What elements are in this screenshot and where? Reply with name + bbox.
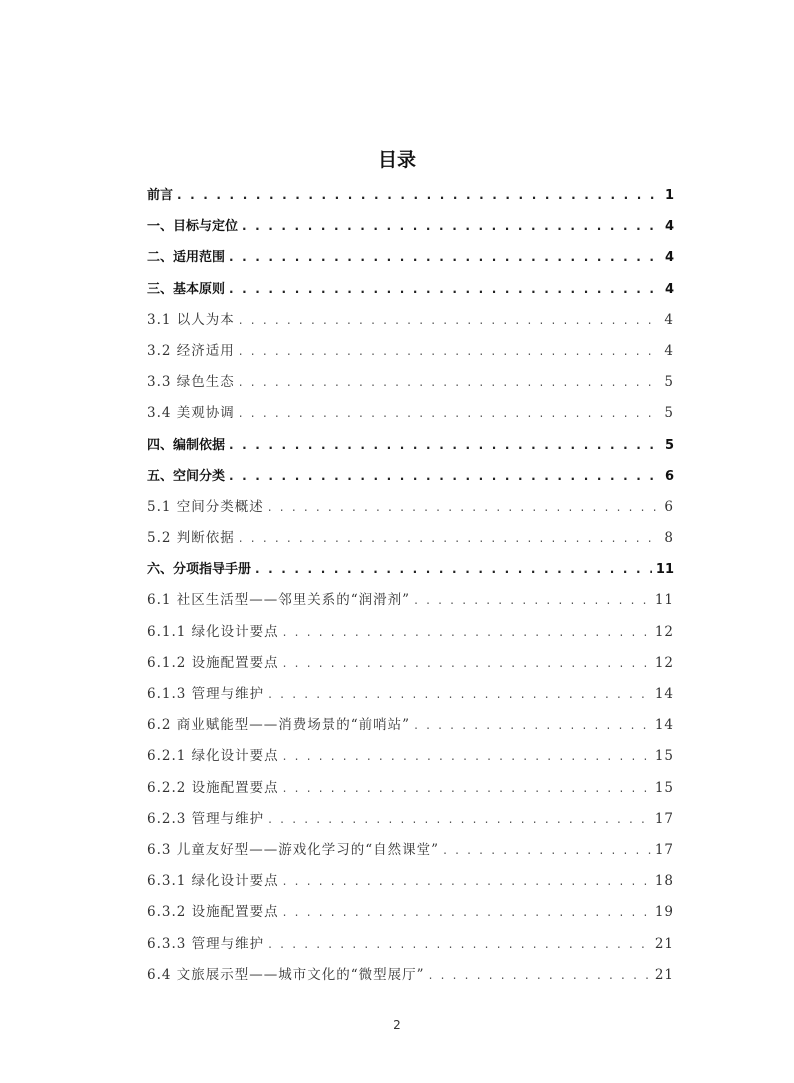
toc-entry-page: 14 xyxy=(654,686,674,702)
toc-entry[interactable] xyxy=(147,648,674,679)
toc-entry-page: 4 xyxy=(664,311,674,328)
toc-entry-page: 18 xyxy=(654,873,674,890)
toc-entry[interactable] xyxy=(147,367,674,398)
toc-entry-label: 二、适用范围 xyxy=(147,250,226,266)
toc-entry-page: 14 xyxy=(654,717,674,734)
toc-entry-label: 3.2 经济适用 xyxy=(147,342,235,359)
toc-entry-label: 六、分项指导手册 xyxy=(147,562,252,578)
toc-entry-page: 5 xyxy=(664,405,674,422)
toc-entry[interactable] xyxy=(147,679,674,710)
page-title: 目录 xyxy=(377,149,416,171)
toc-entry[interactable] xyxy=(147,492,674,523)
toc-entry-label: 6.1 社区生活型——邻里关系的“润滑剂” xyxy=(147,592,411,609)
toc-entry[interactable] xyxy=(147,897,674,928)
toc-entry-label: 6.4 文旅展示型——城市文化的“微型展厅” xyxy=(147,966,425,983)
toc-entry[interactable] xyxy=(147,835,674,866)
toc-dot-leader xyxy=(229,430,660,461)
toc-dot-leader xyxy=(268,679,651,710)
toc-entry-page: 12 xyxy=(654,654,674,671)
toc-entry[interactable] xyxy=(147,180,674,211)
toc-entry-label: 3.1 以人为本 xyxy=(147,311,235,328)
toc-entry-label: 6.2.3 管理与维护 xyxy=(147,810,265,827)
toc-entry[interactable] xyxy=(147,398,674,429)
toc-dot-leader xyxy=(283,741,651,772)
toc-entry-page: 17 xyxy=(654,810,674,827)
toc-dot-leader xyxy=(239,305,660,336)
toc-entry-page: 19 xyxy=(654,904,674,921)
toc-dot-leader xyxy=(429,960,651,991)
toc-entry[interactable] xyxy=(147,461,674,492)
toc-entry-label: 6.1.3 管理与维护 xyxy=(147,686,265,702)
toc-entry-page: 4 xyxy=(664,219,674,235)
toc-entry-page: 5 xyxy=(664,437,674,453)
toc-entry-page: 12 xyxy=(654,623,674,640)
toc-dot-leader xyxy=(268,804,651,835)
toc-entry-page: 4 xyxy=(664,342,674,359)
toc-entry[interactable] xyxy=(147,773,674,804)
toc-entry-page: 4 xyxy=(664,281,674,297)
toc-dot-leader xyxy=(177,180,660,211)
toc-entry-page: 11 xyxy=(655,562,674,578)
toc-entry-page: 1 xyxy=(664,188,674,203)
toc-entry-label: 五、空间分类 xyxy=(147,468,226,484)
toc-entry-page: 15 xyxy=(654,748,674,765)
page-number: 2 xyxy=(393,1018,401,1032)
toc-dot-leader xyxy=(242,211,660,242)
toc-entry-label: 6.3 儿童友好型——游戏化学习的“自然课堂” xyxy=(147,841,440,858)
toc-entry[interactable] xyxy=(147,710,674,741)
toc-dot-leader xyxy=(283,897,651,928)
toc-entry-page: 17 xyxy=(654,841,674,858)
toc-entry[interactable] xyxy=(147,305,674,336)
toc-entry[interactable] xyxy=(147,274,674,305)
toc-entry-page: 4 xyxy=(664,250,674,266)
toc-entry-label: 6.2.2 设施配置要点 xyxy=(147,779,279,796)
toc-entry-page: 5 xyxy=(664,374,674,391)
toc-entry-label: 前言 xyxy=(147,188,174,203)
toc-entry-page: 6 xyxy=(664,498,674,515)
toc-entry-label: 一、目标与定位 xyxy=(147,219,239,235)
toc-entry-page: 6 xyxy=(664,468,674,484)
toc-dot-leader xyxy=(239,398,660,429)
toc-entry-label: 6.1.2 设施配置要点 xyxy=(147,654,279,671)
toc-dot-leader xyxy=(283,773,651,804)
toc-entry-label: 三、基本原则 xyxy=(147,281,226,297)
toc-entry-page: 11 xyxy=(654,592,674,609)
toc-entry[interactable] xyxy=(147,617,674,648)
toc-dot-leader xyxy=(414,585,651,616)
toc-entry-label: 5.2 判断依据 xyxy=(147,530,235,547)
toc-entry-label: 6.3.2 设施配置要点 xyxy=(147,904,279,921)
toc-entry[interactable] xyxy=(147,804,674,835)
toc-entry-page: 8 xyxy=(664,530,674,547)
toc-dot-leader xyxy=(229,242,660,273)
toc-dot-leader xyxy=(229,274,660,305)
toc-entry-label: 5.1 空间分类概述 xyxy=(147,498,264,515)
toc-entry-label: 6.2.1 绿化设计要点 xyxy=(147,748,279,765)
toc-dot-leader xyxy=(229,461,660,492)
toc-dot-leader xyxy=(443,835,651,866)
toc-entry-label: 3.4 美观协调 xyxy=(147,405,235,422)
toc-dot-leader xyxy=(414,710,651,741)
toc-dot-leader xyxy=(283,617,651,648)
toc-dot-leader xyxy=(283,866,651,897)
toc-dot-leader xyxy=(239,523,660,554)
toc-dot-leader xyxy=(268,929,651,960)
toc-entry[interactable] xyxy=(147,430,674,461)
toc-dot-leader xyxy=(255,554,652,585)
toc-entry-label: 3.3 绿色生态 xyxy=(147,374,235,391)
toc-entry[interactable] xyxy=(147,211,674,242)
toc-dot-leader xyxy=(239,367,660,398)
toc-entry[interactable] xyxy=(147,554,674,585)
toc-entry[interactable] xyxy=(147,741,674,772)
table-of-contents xyxy=(147,180,674,991)
toc-entry-page: 21 xyxy=(654,966,674,983)
toc-entry-label: 四、编制依据 xyxy=(147,437,226,453)
toc-entry[interactable] xyxy=(147,866,674,897)
toc-entry-label: 6.1.1 绿化设计要点 xyxy=(147,623,279,640)
toc-dot-leader xyxy=(268,492,660,523)
toc-entry[interactable] xyxy=(147,523,674,554)
toc-entry-page: 15 xyxy=(654,779,674,796)
toc-entry[interactable] xyxy=(147,960,674,991)
toc-entry-page: 21 xyxy=(654,935,674,952)
toc-entry[interactable] xyxy=(147,585,674,616)
toc-entry-label: 6.3.1 绿化设计要点 xyxy=(147,873,279,890)
toc-entry-label: 6.3.3 管理与维护 xyxy=(147,935,265,952)
toc-entry[interactable] xyxy=(147,929,674,960)
toc-dot-leader xyxy=(283,648,651,679)
toc-entry-label: 6.2 商业赋能型——消费场景的“前哨站” xyxy=(147,717,411,734)
toc-entry[interactable] xyxy=(147,336,674,367)
toc-entry[interactable] xyxy=(147,242,674,273)
toc-dot-leader xyxy=(239,336,660,367)
